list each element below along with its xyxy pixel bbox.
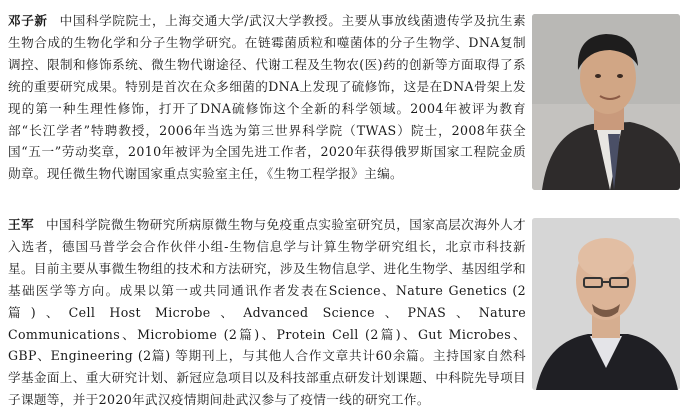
person-name: 邓子新 — [8, 13, 48, 28]
bio-paragraph — [8, 10, 526, 185]
bio-wang-jun — [8, 214, 526, 411]
person-name: 王军 — [8, 217, 34, 232]
bio-text: 中国科学院微生物研究所病原微生物与免疫重点实验室研究员，国家高层次海外人才入选者，德国马普学会合作伙伴小组-生物信息学与计算生物学研究组长，北京市科技新星。目前主要从事微生物组的技术和方法研究，涉及生物信息学、进化生物学、基因组学和基础医学等方向。成果以第一或共同通讯作者发表在Science、Nature Genetics (2篇)、Cell Host Microbe、Advanced Science、PNAS、Nature Communications、Microbiome (2篇)、Protein Cell (2篇)、Gut Microbes、GBP、Engineering (2篇) 等期刊上，与其他人合作文章共计60余篇。主持国家自然科学基金面上、重大研究计划、新冠应急项目以及科技部重点研发计划课题、中科院先导项目子课题等，并于2020年武汉疫情期间赴武汉参与了疫情一线的研究工作。 — [8, 217, 526, 408]
bio-deng-zixin — [8, 10, 526, 185]
portrait-photo-icon — [532, 218, 680, 390]
bio-text: 中国科学院院士，上海交通大学/武汉大学教授。主要从事放线菌遗传学及抗生素生物合成的生物化学和分子生物学研究。在链霉菌质粒和噬菌体的分子生物学、DNA复制调控、限制和修饰系统、微生物代谢途径、代谢工程及生物农(医)药的创新等方面取得了系统的重要研究成果。特别是首次在众多细菌的DNA上发现了硫修饰，这是在DNA骨架上发现的第一种生理性修饰，打开了DNA硫修饰这个全新的科学领域。2004年被评为教育部“长江学者”特聘教授，2006年当选为第三世界科学院（TWAS）院士，2008年获全国“五一”劳动奖章，2010年被评为全国先进工作者，2020年获得俄罗斯国家工程院金质勋章。现任微生物代谢国家重点实验室主任，《生物工程学报》主编。 — [8, 13, 526, 182]
portrait-photo-wang-jun — [532, 218, 680, 390]
portrait-photo-deng-zixin — [532, 14, 680, 190]
bio-paragraph — [8, 214, 526, 411]
portrait-photo-icon — [532, 14, 680, 190]
